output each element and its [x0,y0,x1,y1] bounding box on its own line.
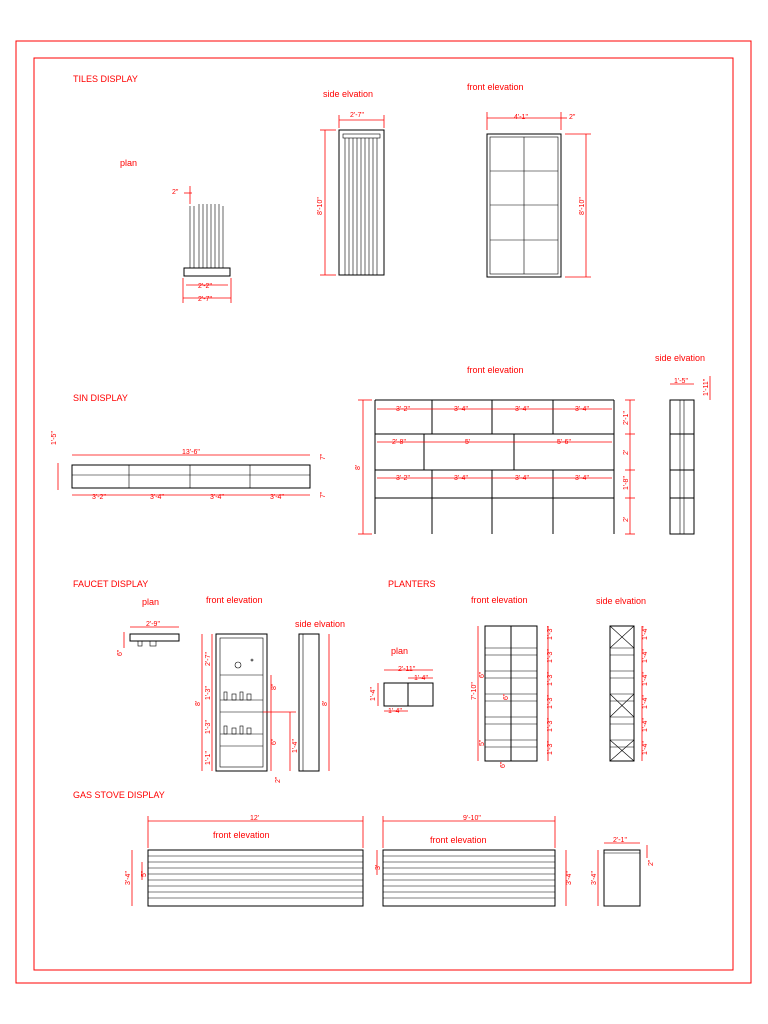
planters-front-right-5: 1'-3" [547,718,554,732]
faucet-display-title: FAUCET DISPLAY [73,579,149,589]
gas-front2-dim-width: 9'-10" [463,815,481,822]
gas-front2-dim-height: 3'-4" [566,871,573,885]
sin-plan-dim-right-bottom: 7" [320,491,327,498]
gas-front1-dim-width: 12' [250,815,260,822]
planters-side-3: 1'-4" [642,672,649,686]
faucet-side-dim-height: 8' [322,700,329,706]
sin-front-r2-3: 5'-6" [557,439,571,446]
gas-side-dim-depth: 2'-1" [613,837,627,844]
faucet-side-label: side elvation [295,619,346,629]
tiles-side-dim-height: 8'-10" [317,197,324,215]
tiles-front-label: front elevation [467,82,524,92]
sin-front-elevation-drawing [355,400,635,534]
gas-front1-dim-step: 5" [141,870,148,877]
planters-front-left-3: 5" [479,739,486,746]
gas-front1-dim-height: 3'-4" [125,871,132,885]
sin-front-r3-4: 3'-4" [575,475,589,482]
faucet-front-right-3: 1'-4" [292,739,299,753]
gas-front2-label: front elevation [430,835,487,845]
tiles-plan-label: plan [120,158,138,168]
planters-front-right-2: 1'-3" [547,649,554,663]
sin-front-right-1: 2'-1" [623,411,630,425]
sin-front-r1-3: 3'-4" [515,406,529,413]
sin-front-r1-1: 3'-2" [396,406,410,413]
sin-plan-seg-3: 3'-4" [210,494,224,501]
sin-front-r2-1: 2'-8" [392,439,406,446]
planters-front-left-4: 6" [500,761,507,768]
planters-front-left-height: 7'-10" [471,682,478,700]
faucet-front-right-4: 2" [275,776,282,783]
sin-plan-seg-1: 3'-2" [92,494,106,501]
planters-side-4: 1'-4" [642,695,649,709]
tiles-side-dim-width: 2'-7" [350,112,364,119]
tiles-plan-dim-outer: 2'-7" [198,296,212,303]
gas-front2-dim-left: 3' [375,864,382,870]
planters-side-5: 1'-4" [642,718,649,732]
tiles-front-elevation-drawing [487,112,591,277]
tiles-plan-dim-inner: 2'-2" [198,283,212,290]
faucet-front-right-2: 6" [271,738,278,745]
planters-front-right-4: 1'-3" [547,695,554,709]
planters-front-label: front elevation [471,595,528,605]
faucet-front-label: front elevation [206,595,263,605]
planters-front-right-3: 1'-3" [547,672,554,686]
tiles-front-dim-thickness: 2" [569,114,576,121]
sin-side-dim-top: 1'-11" [703,378,710,396]
planters-side-6: 1'-4" [642,741,649,755]
sin-front-r1-2: 3'-4" [454,406,468,413]
sin-front-r3-1: 3'-2" [396,475,410,482]
sin-side-elevation-drawing [670,376,710,534]
sin-front-r3-2: 3'-4" [454,475,468,482]
planters-side-label: side elvation [596,596,647,606]
faucet-front-left-2: 1'-3" [205,686,212,700]
tiles-plan-dim-depth: 2" [172,189,179,196]
sin-plan-dim-right-top: 7" [320,453,327,460]
planters-plan-drawing [370,666,433,715]
planters-side-elevation-drawing [610,626,649,761]
gas-stove-section [73,790,655,906]
planters-front-left-1: 6" [479,671,486,678]
planters-plan-dim-bottom: 1'-4" [388,708,402,715]
tiles-front-dim-width: 4'-1" [514,114,528,121]
gas-side-dim-height: 3'-4" [591,871,598,885]
planters-title: PLANTERS [388,579,436,589]
faucet-front-left-3: 1'-3" [205,720,212,734]
gas-front2-drawing [375,815,573,906]
planters-plan-label: plan [391,646,409,656]
gas-side-dim-top: 2" [648,859,655,866]
sin-front-r3-3: 3'-4" [515,475,529,482]
planters-front-right-1: 1'-3" [547,626,554,640]
sin-plan-seg-2: 3'-4" [150,494,164,501]
sin-plan-seg-4: 3'-4" [270,494,284,501]
planters-side-1: 1'-4" [642,626,649,640]
faucet-display-section [73,579,345,783]
faucet-plan-label: plan [142,597,160,607]
sin-plan-dim-height: 1'-5" [51,431,58,445]
faucet-front-left-4: 1'-1" [205,751,212,765]
planters-plan-dim-depth: 1'-4" [370,687,377,701]
sin-front-r1-4: 3'-4" [575,406,589,413]
tiles-display-section [73,74,591,303]
tiles-side-label: side elvation [323,89,374,99]
faucet-side-elevation-drawing [299,634,329,771]
sin-display-section [51,353,710,534]
faucet-plan-dim-width: 2'-9" [146,621,160,628]
tiles-plan-drawing [172,186,231,303]
planters-side-2: 1'-4" [642,649,649,663]
faucet-plan-drawing [117,621,179,656]
faucet-front-right-1: 8" [271,683,278,690]
sin-front-dim-height: 8' [355,464,362,470]
gas-stove-title: GAS STOVE DISPLAY [73,790,165,800]
sin-side-label: side elvation [655,353,706,363]
gas-side-drawing [591,837,655,906]
sin-front-right-4: 2' [623,516,630,522]
sin-display-title: SIN DISPLAY [73,393,128,403]
sin-front-r2-2: 5' [465,439,471,446]
sin-front-right-2: 2' [623,449,630,455]
faucet-plan-dim-depth: 6" [117,649,124,656]
gas-front1-drawing [125,815,363,906]
gas-front1-label: front elevation [213,830,270,840]
sin-side-dim-depth: 1'-5" [674,378,688,385]
faucet-front-dim-height: 8' [195,700,202,706]
planters-front-left-2: 6" [503,693,510,700]
planters-plan-dim-width: 2'-11" [398,666,416,673]
sin-front-right-3: 1'-8" [623,476,630,490]
tiles-front-dim-height: 8'-10" [579,197,586,215]
sin-plan-dim-overall: 13'-6" [182,449,200,456]
planters-plan-dim-cell: 1'-4" [414,675,428,682]
planters-front-right-6: 1'-3" [547,741,554,755]
planters-section [370,579,649,768]
faucet-front-left-1: 2'-7" [205,652,212,666]
planters-front-elevation-drawing [471,626,554,768]
tiles-display-title: TILES DISPLAY [73,74,138,84]
sin-plan-drawing [51,431,327,501]
tiles-side-elevation-drawing [317,112,384,275]
sin-front-label: front elevation [467,365,524,375]
faucet-front-elevation-drawing [195,634,299,783]
